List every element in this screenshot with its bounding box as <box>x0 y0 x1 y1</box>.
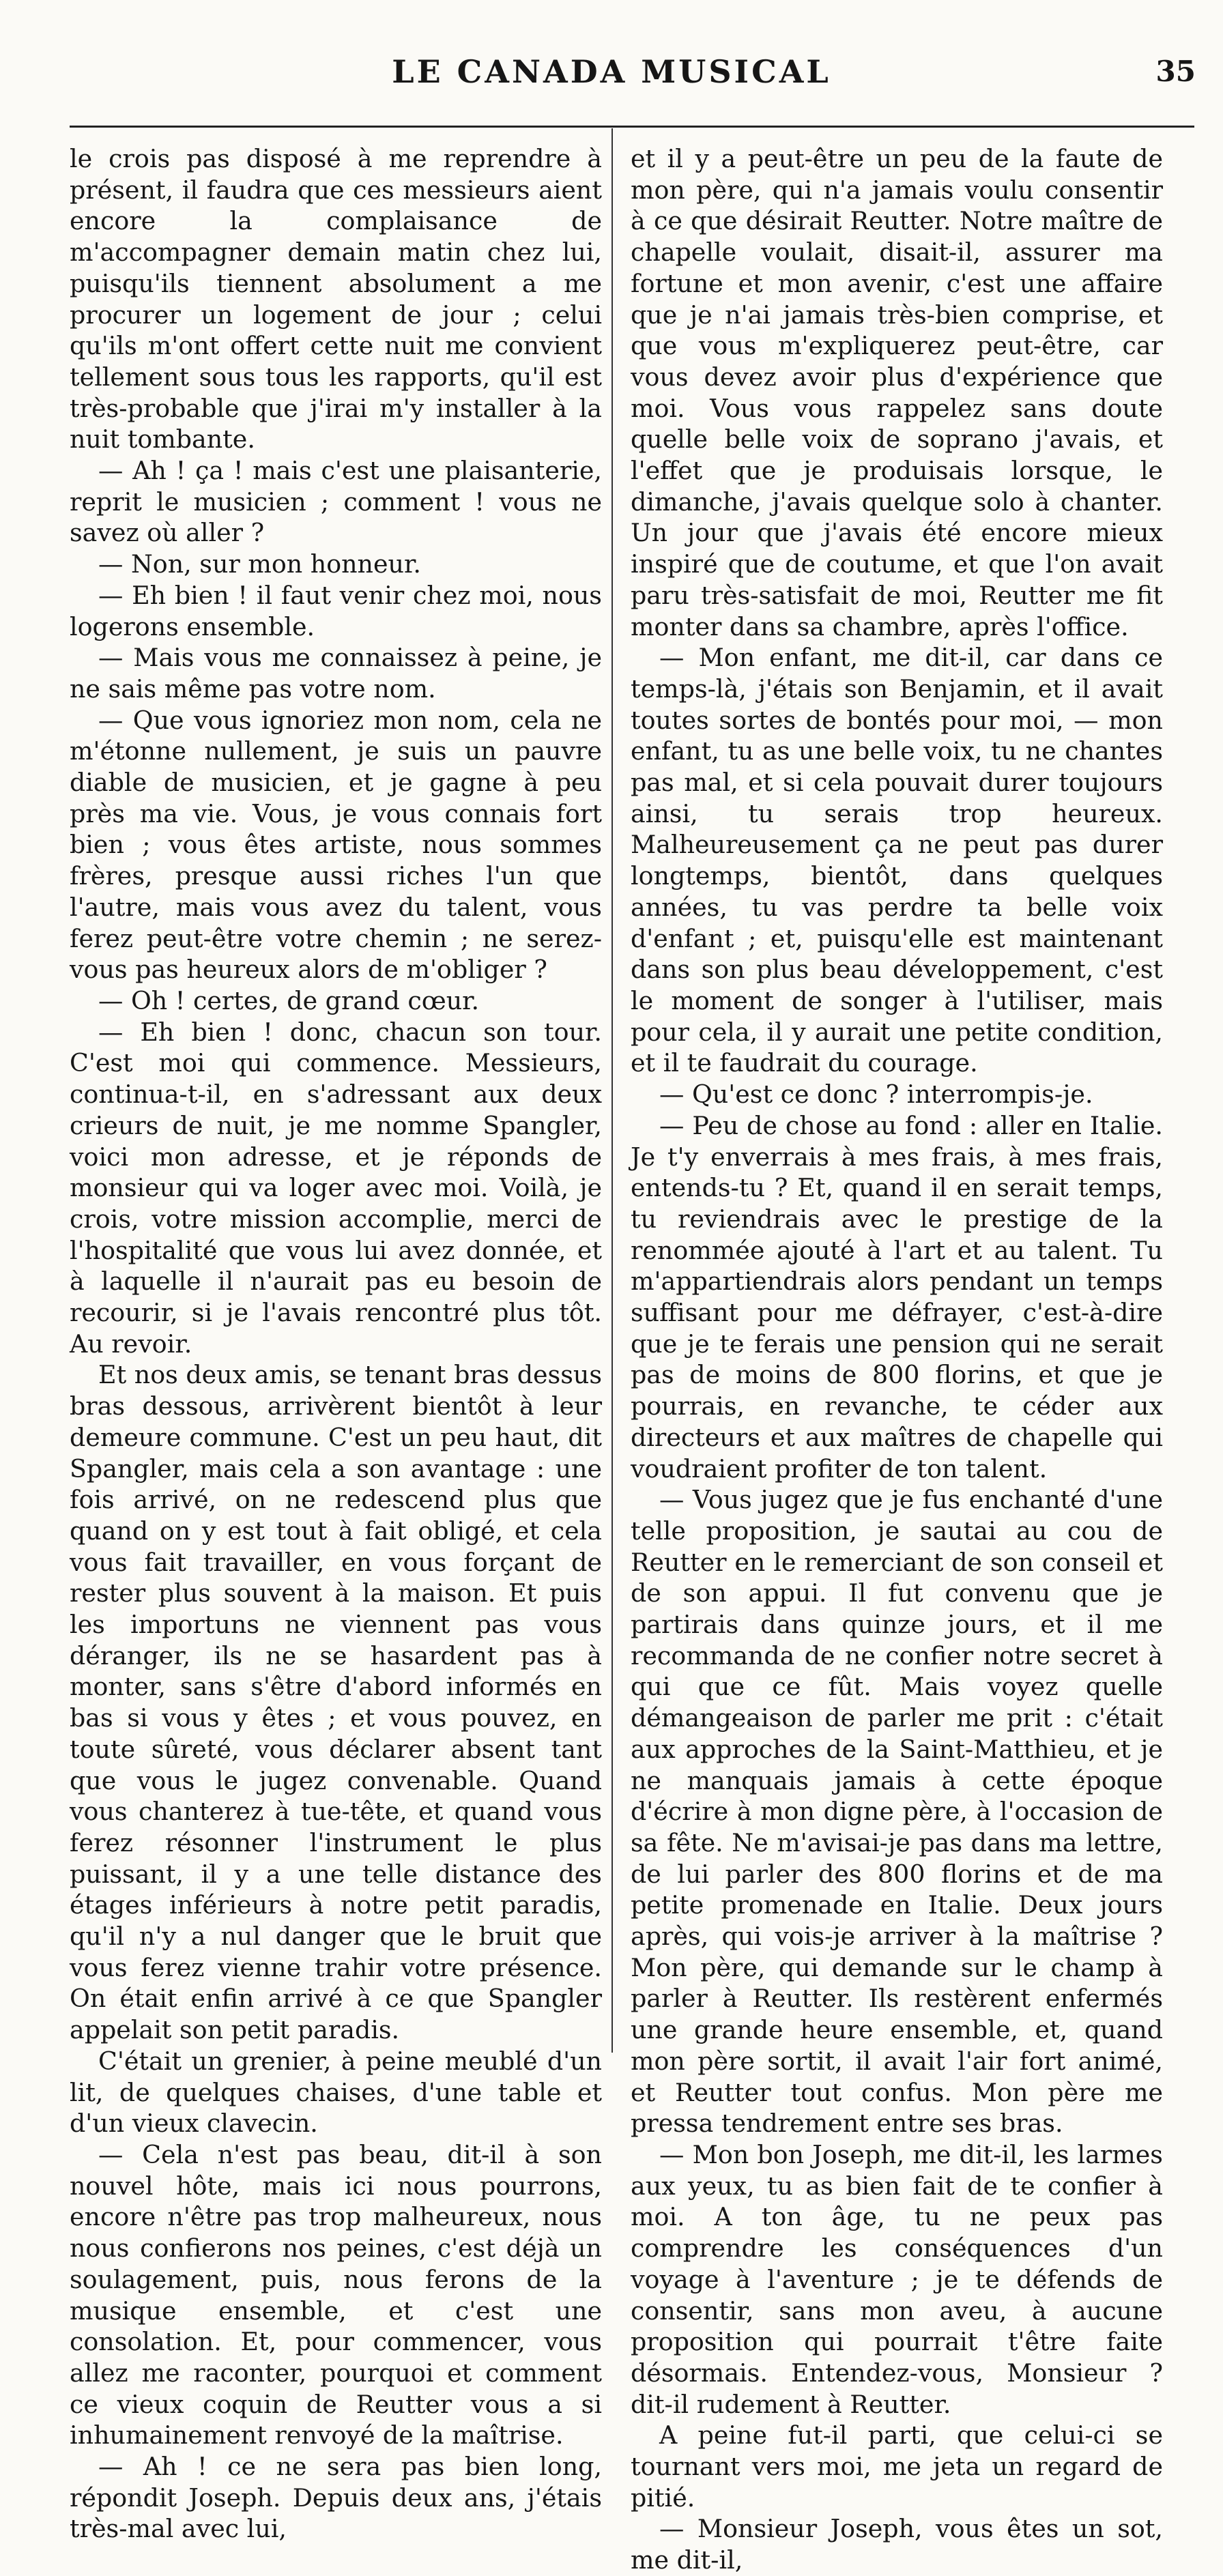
paragraph: — Oh ! certes, de grand cœur. <box>98 985 480 1015</box>
paragraph: et il y a peut-être un peu de la faute de mon père, qui n'a jamais voulu consentir à ce que désirait Reutter. Notre maître de chapelle voulait, disait-il, assurer ma fortune et mon avenir, c'est une affaire que je n'ai jamais très-bien comprise, et que vous m'expliquerez peut-être, car vous devez avoir plus d'expérience que moi. Vous vous rappelez sans doute quelle belle voix de soprano j'avais, et l'effet que je produisais lorsque, le dimanche, j'avais quelque solo à chanter. Un jour que j'avais été encore mieux inspiré que de coutume, et que l'on avait paru très-satisfait de moi, Reutter me fit monter dans sa chambre, après l'office. <box>631 144 1163 641</box>
running-title: LE CANADA MUSICAL <box>392 53 831 90</box>
paragraph: — Non, sur mon honneur. <box>98 549 421 579</box>
paragraph: — Vous jugez que je fus enchanté d'une telle proposition, je sautai au cou de Reutter en le remerciant de son conseil et de son appui. Il fut convenu que je partirais dans quinze jours, et il me recommanda de ne confier notre secret à qui que ce fût. Mais voyez quelle démangeaison de parler me prit : c'était aux approches de la Saint-Matthieu, et je ne manquais jamais à cette époque d'écrire à mon digne père, à l'occasion de sa fête. Ne m'avisai-je pas dans ma lettre, de lui parler des 800 florins et de ma petite promenade en Italie. Deux jours après, qui vois-je arriver à la maîtrise ? Mon père, qui demande sur le champ à parler à Reutter. Ils restèrent enfermés une grande heure ensemble, et, quand mon père sortit, il avait l'air fort animé, et Reutter tout confus. Mon père me pressa tendrement entre ses bras. <box>631 1485 1163 2139</box>
paragraph: le crois pas disposé à me reprendre à présent, il faudra que ces messieurs aient encore la complaisance de m'accompagner demain matin chez lui, puisqu'ils tiennent absolument a me procurer un logement de jour ; celui qu'ils m'ont offert cette nuit me convient tellement sous tous les rapports, qu'il est très-probable que j'irai m'y installer à la nuit tombante. <box>70 144 602 454</box>
paragraph: — Ah ! ça ! mais c'est une plaisanterie, reprit le musicien ; comment ! vous ne savez où aller ? <box>70 456 602 548</box>
paragraph: — Mais vous me connaissez à peine, je ne sais même pas votre nom. <box>70 643 602 704</box>
paragraph: — Cela n'est pas beau, dit-il à son nouvel hôte, mais ici nous pourrons, encore n'être pas trop malheureux, nous nous confierons nos peines, c'est déjà un soulagement, puis, nous ferons de la musique ensemble, et c'est une consolation. Et, pour commencer, vous allez me raconter, pourquoi et comment ce vieux coquin de Reutter vous a si inhumainement renvoyé de la maîtrise. <box>70 2140 602 2450</box>
right-column <box>631 143 1163 2576</box>
paragraph: — Que vous ignoriez mon nom, cela ne m'étonne nullement, je suis un pauvre diable de musicien, et je gagne à peu près ma vie. Vous, je vous connais fort bien ; vous êtes artiste, nous sommes frères, presque aussi riches l'un que l'autre, mais vous avez du talent, vous ferez peut-être votre chemin ; ne serez-vous pas heureux alors de m'obliger ? <box>70 705 602 985</box>
paragraph: A peine fut-il parti, que celui-ci se tournant vers moi, me jeta un regard de pitié. <box>631 2420 1163 2513</box>
paragraph: C'était un grenier, à peine meublé d'un lit, de quelques chaises, d'une table et d'un vieux clavecin. <box>70 2046 602 2139</box>
left-column <box>70 143 602 2545</box>
paragraph: — Ah ! ce ne sera pas bien long, répondit Joseph. Depuis deux ans, j'étais très-mal avec lui, <box>70 2452 602 2544</box>
header-rule <box>70 126 1194 128</box>
paragraph: — Monsieur Joseph, vous êtes un sot, me dit-il, <box>631 2514 1163 2575</box>
paragraph: — Eh bien ! donc, chacun son tour. C'est moi qui commence. Messieurs, continua-t-il, en s'adressant aux deux crieurs de nuit, je me nomme Spangler, voici mon adresse, et je réponds de monsieur qui va loger avec moi. Voilà, je crois, votre mission accomplie, merci de l'hospitalité que vous lui avez donnée, et à laquelle il n'aurait pas eu besoin de recourir, si je l'avais rencontré plus tôt. Au revoir. <box>70 1017 602 1359</box>
column-rule <box>612 128 613 2053</box>
paragraph: — Peu de chose au fond : aller en Italie. Je t'y enverrais à mes frais, à mes frais, entends-tu ? Et, quand il en serait temps, tu reviendrais avec le prestige de la renommée ajouté à l'art et au talent. Tu m'appartiendrais alors pendant un temps suffisant pour me défrayer, c'est-à-dire que je te ferais une pension qui ne serait pas de moins de 800 florins, et que je pourrais, en revanche, te céder aux directeurs et aux maîtres de chapelle qui voudraient profiter de ton talent. <box>631 1110 1163 1484</box>
paragraph: Et nos deux amis, se tenant bras dessus bras dessous, arrivèrent bientôt à leur demeure commune. C'est un peu haut, dit Spangler, mais cela a son avantage : une fois arrivé, on ne redescend plus que quand on y est tout à fait obligé, et cela vous fait travailler, en vous forçant de rester plus souvent à la maison. Et puis les importuns ne viennent pas vous déranger, ils ne se hasardent pas à monter, sans s'être d'abord informés en bas si vous y êtes ; et vous pouvez, en toute sûreté, vous déclarer absent tant que vous le jugez convenable. Quand vous chanterez à tue-tête, et quand vous ferez résonner l'instrument le plus puissant, il y a une telle distance des étages inférieurs à notre petit paradis, qu'il n'y a nul danger que le bruit que vous ferez vienne trahir votre présence. On était enfin arrivé à ce que Spangler appelait son petit paradis. <box>70 1360 602 2045</box>
paragraph: — Mon bon Joseph, me dit-il, les larmes aux yeux, tu as bien fait de te confier à moi. A ton âge, tu ne peux pas comprendre les conséquences d'un voyage à l'aventure ; je te défends de consentir, sans mon aveu, à aucune proposition qui pourrait t'être faite désormais. Entendez-vous, Monsieur ? dit-il rudement à Reutter. <box>631 2140 1163 2419</box>
page-header <box>0 53 1223 94</box>
paragraph: — Qu'est ce donc ? interrompis-je. <box>659 1080 1093 1110</box>
page-number: 35 <box>1155 55 1196 88</box>
paragraph: — Eh bien ! il faut venir chez moi, nous logerons ensemble. <box>70 580 602 641</box>
paragraph: — Mon enfant, me dit-il, car dans ce temps-là, j'étais son Benjamin, et il avait toutes sortes de bontés pour moi, — mon enfant, tu as une belle voix, tu ne chantes pas mal, et si cela pouvait durer toujours ainsi, tu serais trop heureux. Malheureusement ça ne peut pas durer longtemps, bientôt, dans quelques années, tu vas perdre ta belle voix d'enfant ; et, puisqu'elle est maintenant dans son plus beau développement, c'est le moment de songer à l'utiliser, mais pour cela, il y aurait une petite condition, et il te faudrait du courage. <box>631 643 1163 1078</box>
